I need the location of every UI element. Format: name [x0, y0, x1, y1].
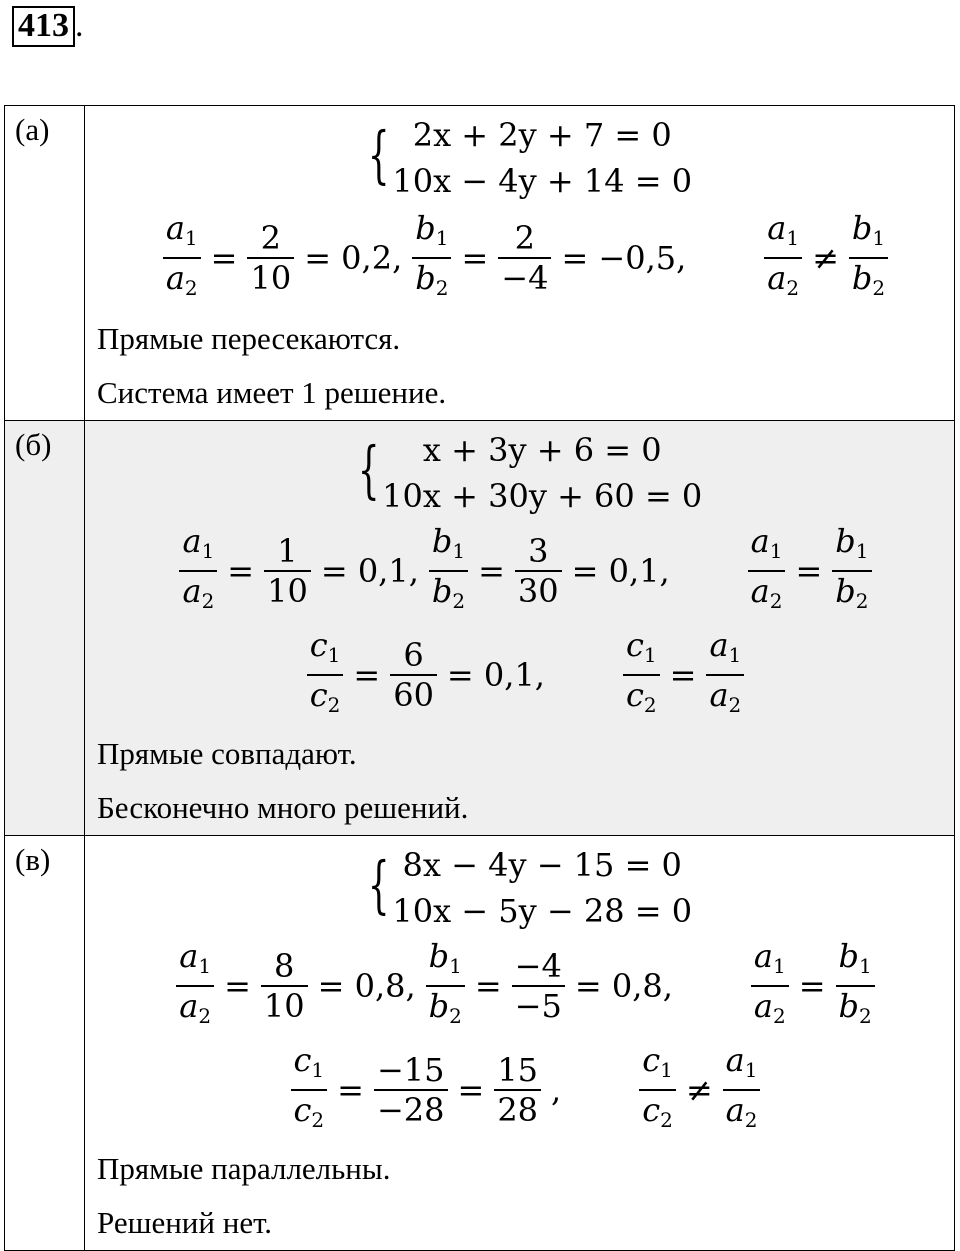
fraction-a1-a2: $\frac{a_1}{a_2}$	[764, 209, 802, 307]
fraction-b1-b2: $\frac{b_1}{b_2}$	[832, 522, 871, 620]
relation-symbol: ≠	[812, 239, 839, 277]
c-ratio-line: $\frac{c_1}{c_2}$ = $\frac{6}{60}$ = 0,1, $\frac{c_1}{c_2}$ = $\frac{a_1}{a_2}$	[97, 623, 954, 727]
fraction-value: $\frac{3}{30}$	[515, 532, 562, 610]
equation-system	[97, 421, 954, 519]
problem-number-box: 413	[12, 6, 75, 47]
fraction-value: $\frac{1}{10}$	[264, 532, 311, 610]
row-a	[5, 106, 955, 421]
fraction-value: $\frac{6}{60}$	[390, 636, 437, 714]
fraction-value: $\frac{15}{28}$	[494, 1051, 541, 1129]
problem-number-dot: .	[75, 7, 84, 44]
fraction-a1-a2: $\frac{a_1}{a_2}$	[748, 522, 786, 620]
system-equation-1: x + 3y + 6 = 0	[422, 431, 662, 469]
row-label: (б)	[5, 421, 85, 836]
fraction-a1-a2: $\frac{a_1}{a_2}$	[179, 522, 217, 620]
fraction-b1-b2: $\frac{b_1}{b_2}$	[426, 937, 465, 1035]
fraction-c1-c2: $\frac{c_1}{c_2}$	[307, 626, 344, 724]
ratio-line: $\frac{a_1}{a_2}$ = $\frac{2}{10}$ = 0,2, $\frac{b_1}{b_2}$ = $\frac{2}{-4}$ = −0,5, $\frac{a_1}{a_2}$ ≠ $\frac{b_1}{b_2}$	[97, 204, 954, 312]
conclusion-line: Прямые пересекаются.	[97, 321, 401, 356]
brace-symbol: {	[367, 118, 390, 191]
conclusion-line: Бесконечно много решений.	[97, 790, 469, 825]
fraction-b1-b2: $\frac{b_1}{b_2}$	[849, 209, 888, 307]
fraction-b1-b2: $\frac{b_1}{b_2}$	[429, 522, 468, 620]
fraction-value: $\frac{8}{10}$	[261, 947, 308, 1025]
ratio-value: = 0,1,	[320, 552, 419, 590]
conclusion-line: Система имеет 1 решение.	[97, 375, 447, 410]
row-content	[85, 421, 955, 836]
relation-symbol: =	[795, 552, 823, 590]
fraction-a1-a2: $\frac{a_1}{a_2}$	[163, 209, 201, 307]
problem-number	[12, 6, 84, 47]
fraction-value: $\frac{2}{-4}$	[498, 219, 551, 297]
fraction-value: $\frac{-15}{-28}$	[374, 1051, 448, 1129]
fraction-c1-c2: $\frac{c_1}{c_2}$	[291, 1041, 328, 1139]
ratio-value: = −0,5,	[561, 239, 687, 277]
fraction-value: $\frac{2}{10}$	[247, 219, 294, 297]
conclusion-line: Решений нет.	[97, 1205, 273, 1240]
equation-system	[97, 836, 954, 934]
solution-table	[4, 105, 955, 1251]
row-content	[85, 106, 955, 421]
relation-symbol: =	[669, 656, 697, 694]
ratio-value: = 0,8,	[574, 967, 673, 1005]
c-ratio-line: $\frac{c_1}{c_2}$ = $\frac{-15}{-28}$ = $\frac{15}{28}$ , $\frac{c_1}{c_2}$ ≠ $\frac{a_1}{a_2}$	[97, 1038, 954, 1142]
conclusion-line: Прямые параллельны.	[97, 1151, 391, 1186]
system-equation-2: 10x − 4y + 14 = 0	[392, 162, 693, 200]
row-c	[5, 836, 955, 1251]
fraction-b1-b2: $\frac{b_1}{b_2}$	[836, 937, 875, 1035]
row-content	[85, 836, 955, 1251]
fraction-c1-c2: $\frac{c_1}{c_2}$	[639, 1041, 676, 1139]
fraction-a1-a2: $\frac{a_1}{a_2}$	[176, 937, 214, 1035]
brace-symbol: {	[357, 433, 380, 506]
ratio-value: = 0,8,	[317, 967, 416, 1005]
system-equation-1: 8x − 4y − 15 = 0	[402, 846, 682, 884]
ratio-value: = 0,2,	[304, 239, 403, 277]
system-equation-2: 10x − 5y − 28 = 0	[392, 892, 693, 930]
fraction-b1-b2: $\frac{b_1}{b_2}$	[412, 209, 451, 307]
system-equation-2: 10x + 30y + 60 = 0	[382, 477, 703, 515]
ratio-value: = 0,1,	[446, 656, 545, 694]
conclusion-line: Прямые совпадают.	[97, 736, 357, 771]
fraction-c1-c2: $\frac{c_1}{c_2}$	[623, 626, 660, 724]
ratio-line: $\frac{a_1}{a_2}$ = $\frac{1}{10}$ = 0,1, $\frac{b_1}{b_2}$ = $\frac{3}{30}$ = 0,1, $\frac{a_1}{a_2}$ = $\frac{b_1}{b_2}$	[97, 519, 954, 623]
relation-symbol: =	[798, 967, 826, 1005]
row-label: (в)	[5, 836, 85, 1251]
system-equation-1: 2x + 2y + 7 = 0	[412, 116, 672, 154]
fraction-a1-a2: $\frac{a_1}{a_2}$	[751, 937, 789, 1035]
row-label: (а)	[5, 106, 85, 421]
row-b	[5, 421, 955, 836]
ratio-line: $\frac{a_1}{a_2}$ = $\frac{8}{10}$ = 0,8, $\frac{b_1}{b_2}$ = $\frac{-4}{-5}$ = 0,8, $\frac{a_1}{a_2}$ = $\frac{b_1}{b_2}$	[97, 934, 954, 1038]
relation-symbol: ≠	[685, 1071, 713, 1109]
ratio-value: = 0,1,	[571, 552, 670, 590]
fraction-a1-a2: $\frac{a_1}{a_2}$	[723, 1041, 761, 1139]
fraction-value: $\frac{-4}{-5}$	[512, 947, 565, 1025]
brace-symbol: {	[367, 848, 390, 921]
equation-system	[97, 106, 954, 204]
fraction-a1-a2: $\frac{a_1}{a_2}$	[706, 626, 744, 724]
